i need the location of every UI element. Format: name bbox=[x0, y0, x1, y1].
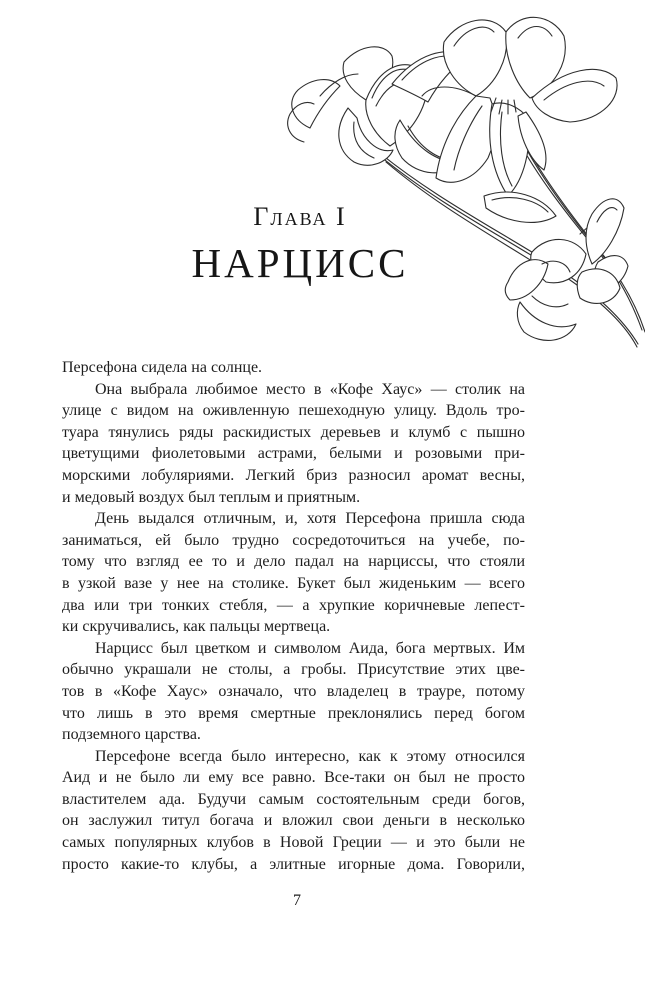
text-line: цветущими фиолетовыми астрами, белыми и розовыми при- bbox=[62, 445, 525, 463]
iris-flower-illustration bbox=[280, 0, 645, 370]
text-line: День выдался отличным, и, хотя Персефона пришла сюда bbox=[95, 510, 525, 528]
text-line: морскими лобуляриями. Легкий бриз разносил аромат весны, bbox=[62, 466, 525, 484]
text-line: подземного царства. bbox=[62, 726, 201, 744]
text-line: тов в «Кофе Хаус» означало, что владелец в трауре, потому bbox=[62, 682, 525, 700]
text-line: Персефоне всегда было интересно, как к этому относился bbox=[95, 747, 525, 765]
text-line: Она выбрала любимое место в «Кофе Хаус» — столик на bbox=[95, 380, 525, 398]
text-line: обычно украшали не столы, а гробы. Присутствие этих цве- bbox=[62, 661, 525, 679]
iris-main-bloom bbox=[422, 17, 617, 196]
text-line: Персефона сидела на солнце. bbox=[62, 359, 263, 376]
body-text bbox=[62, 357, 525, 875]
text-line: Аид и не было ли ему все равно. Все-таки он был не просто bbox=[62, 769, 525, 787]
paragraph bbox=[62, 357, 525, 379]
paragraph bbox=[62, 379, 525, 509]
paragraph bbox=[62, 508, 525, 638]
text-line: что лишь в это время смертные преклонялись перед богом bbox=[62, 704, 525, 722]
text-line: два или три тонких стебля, — а хрупкие коричневые лепест- bbox=[62, 596, 525, 614]
chapter-heading bbox=[56, 202, 544, 285]
text-line: ки скручивались, как пальцы мертвеца. bbox=[62, 618, 331, 636]
text-line: он заслужил титул богача и вложил свои деньги в несколько bbox=[62, 812, 525, 830]
text-line: улице с видом на оживленную пешеходную улицу. Вдоль тро- bbox=[62, 402, 525, 420]
paragraph bbox=[62, 638, 525, 746]
text-line: просто какие-то клубы, а элитные игорные дома. Говорили, bbox=[62, 855, 525, 873]
text-line: властителем ада. Будучи самым состоятельным среди богов, bbox=[62, 790, 525, 808]
text-line: тому что взгляд ее то и дело падал на нарциссы, что стояли bbox=[62, 553, 525, 571]
text-line: и медовый воздух был теплым и приятным. bbox=[62, 488, 361, 506]
text-line: заниматься, ей было трудно сосредоточиться на учебе, по- bbox=[62, 531, 525, 549]
page-number: 7 bbox=[293, 892, 301, 909]
chapter-title: НАРЦИСС bbox=[191, 240, 409, 286]
text-line: туара тянулись ряды раскидистых деревьев и клумб с пышно bbox=[62, 423, 525, 441]
chapter-label: Глава I bbox=[253, 202, 347, 231]
text-line: в узкой вазе у нее на столике. Букет был жиденьким — всего bbox=[62, 574, 525, 592]
paragraph bbox=[62, 746, 525, 876]
text-line: самых популярных клубов в Новой Греции — и это были не bbox=[62, 834, 525, 852]
text-line: Нарцисс был цветком и символом Аида, бога мертвых. Им bbox=[95, 639, 525, 657]
